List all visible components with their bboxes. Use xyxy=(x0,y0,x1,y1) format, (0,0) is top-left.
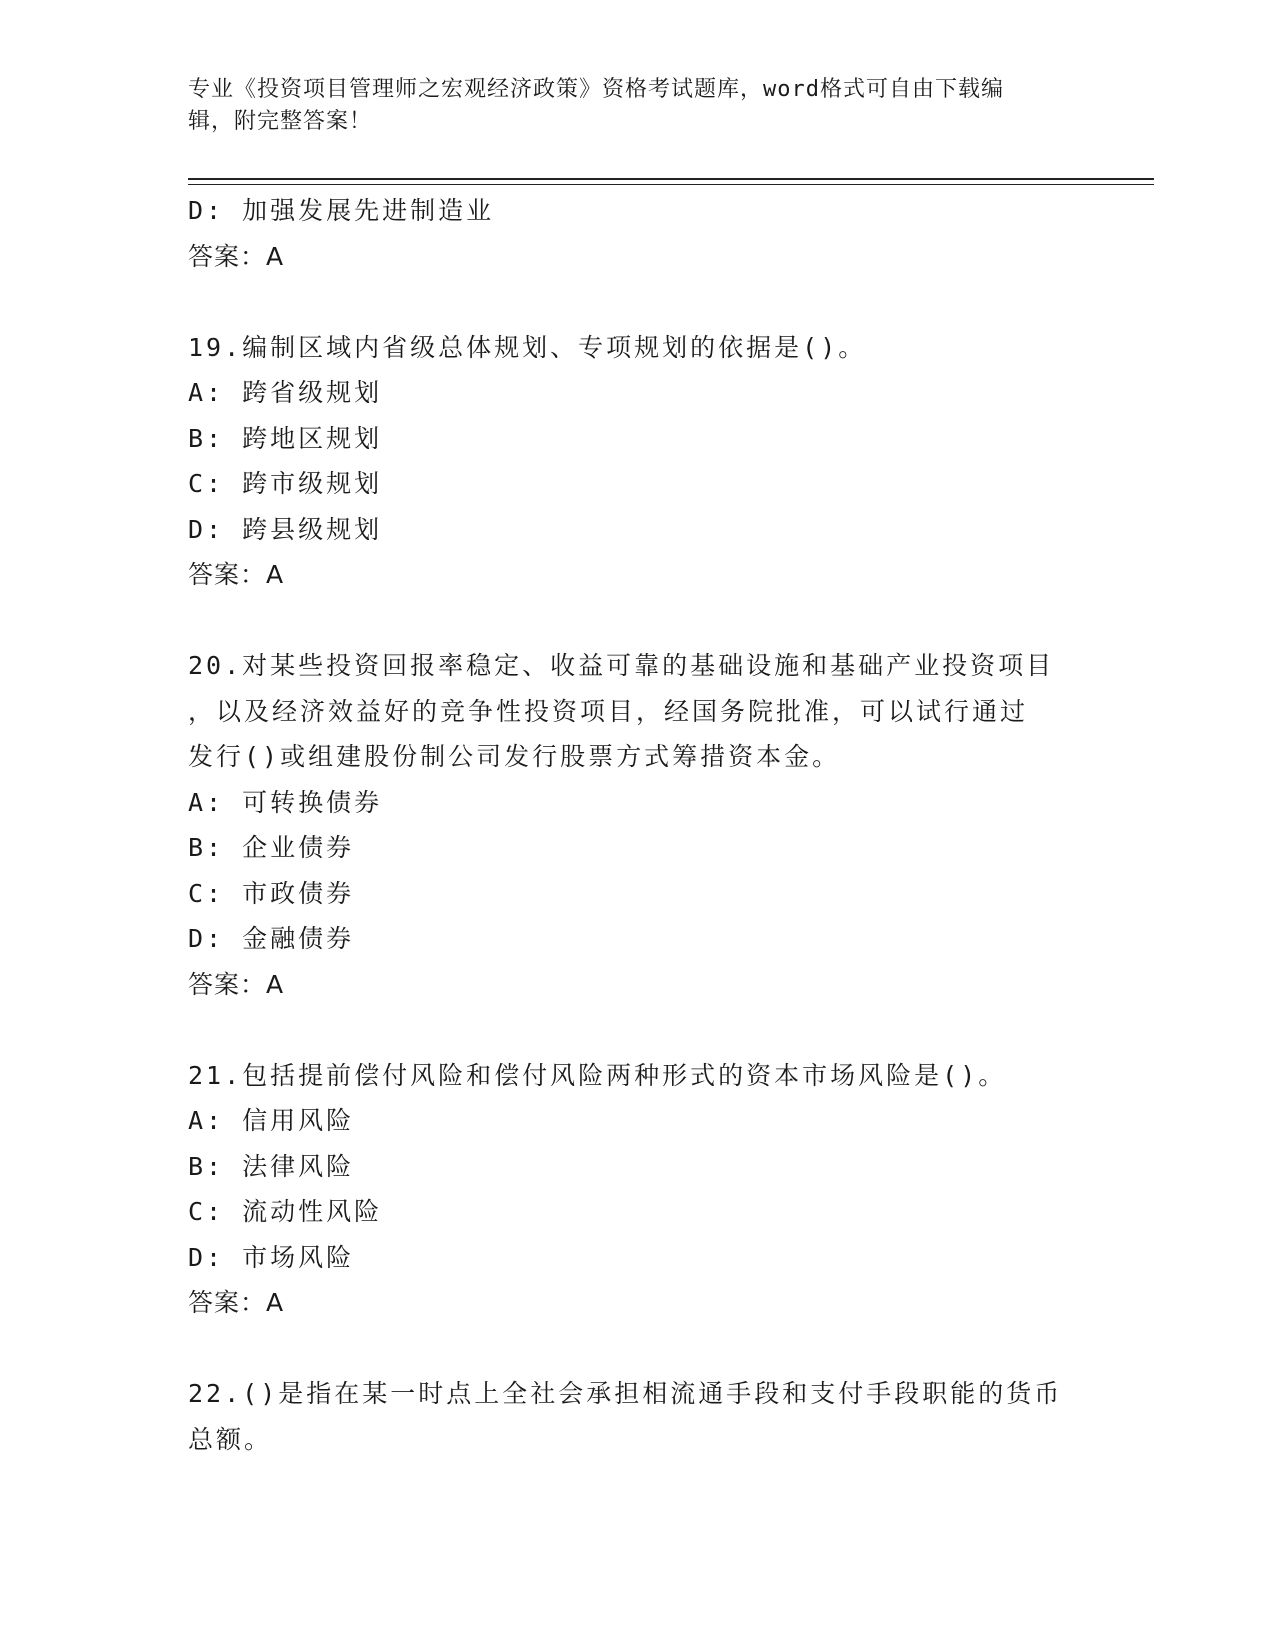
question-stem: 20.对某些投资回报率稳定、收益可靠的基础设施和基础产业投资项目 xyxy=(188,651,1055,680)
question-19 xyxy=(188,325,1088,598)
option-b: B: 跨地区规划 xyxy=(188,423,383,453)
option-b: B: 企业债券 xyxy=(188,833,355,862)
question-stem: 19.编制区域内省级总体规划、专项规划的依据是()。 xyxy=(188,332,867,362)
header-line-2: 辑，附完整答案！ xyxy=(188,109,373,134)
answer: 答案：A xyxy=(188,969,285,999)
option-a: A: 信用风险 xyxy=(188,1106,355,1135)
header-divider-thin xyxy=(188,184,1154,185)
spacer xyxy=(188,1007,1088,1053)
spacer xyxy=(188,598,1088,644)
question-20 xyxy=(188,643,1088,1007)
option-d: D: 金融债券 xyxy=(188,924,355,953)
option-b: B: 法律风险 xyxy=(188,1151,355,1181)
option-d: D: 市场风险 xyxy=(188,1242,355,1272)
option-c: C: 流动性风险 xyxy=(188,1197,383,1226)
option-a: A: 可转换债券 xyxy=(188,787,383,817)
question-stem: 总额。 xyxy=(188,1424,273,1454)
option-a: A: 跨省级规划 xyxy=(188,378,383,407)
question-stem: 发行()或组建股份制公司发行股票方式筹措资本金。 xyxy=(188,742,841,771)
question-list xyxy=(188,188,1088,1462)
document-header xyxy=(188,74,1088,138)
question-stem: 21.包括提前偿付风险和偿付风险两种形式的资本市场风险是()。 xyxy=(188,1060,1007,1090)
question-stem: ，以及经济效益好的竞争性投资项目，经国务院批准，可以试行通过 xyxy=(188,696,1029,726)
option-c: C: 市政债券 xyxy=(188,878,355,908)
spacer xyxy=(188,1326,1088,1372)
answer: 答案：A xyxy=(188,1288,285,1317)
option-c: C: 跨市级规划 xyxy=(188,469,383,498)
answer: 答案：A xyxy=(188,241,285,271)
question-22 xyxy=(188,1371,1088,1462)
question-21 xyxy=(188,1053,1088,1326)
header-divider-thick xyxy=(188,178,1154,180)
spacer xyxy=(188,279,1088,325)
answer: 答案：A xyxy=(188,560,285,589)
option-d: D: 跨县级规划 xyxy=(188,514,383,544)
header-line-1: 专业《投资项目管理师之宏观经济政策》资格考试题库，word格式可自由下载编 xyxy=(188,77,1004,102)
option-d: D: 加强发展先进制造业 xyxy=(188,196,495,225)
question-stem: 22.()是指在某一时点上全社会承担相流通手段和支付手段职能的货币 xyxy=(188,1379,1063,1408)
